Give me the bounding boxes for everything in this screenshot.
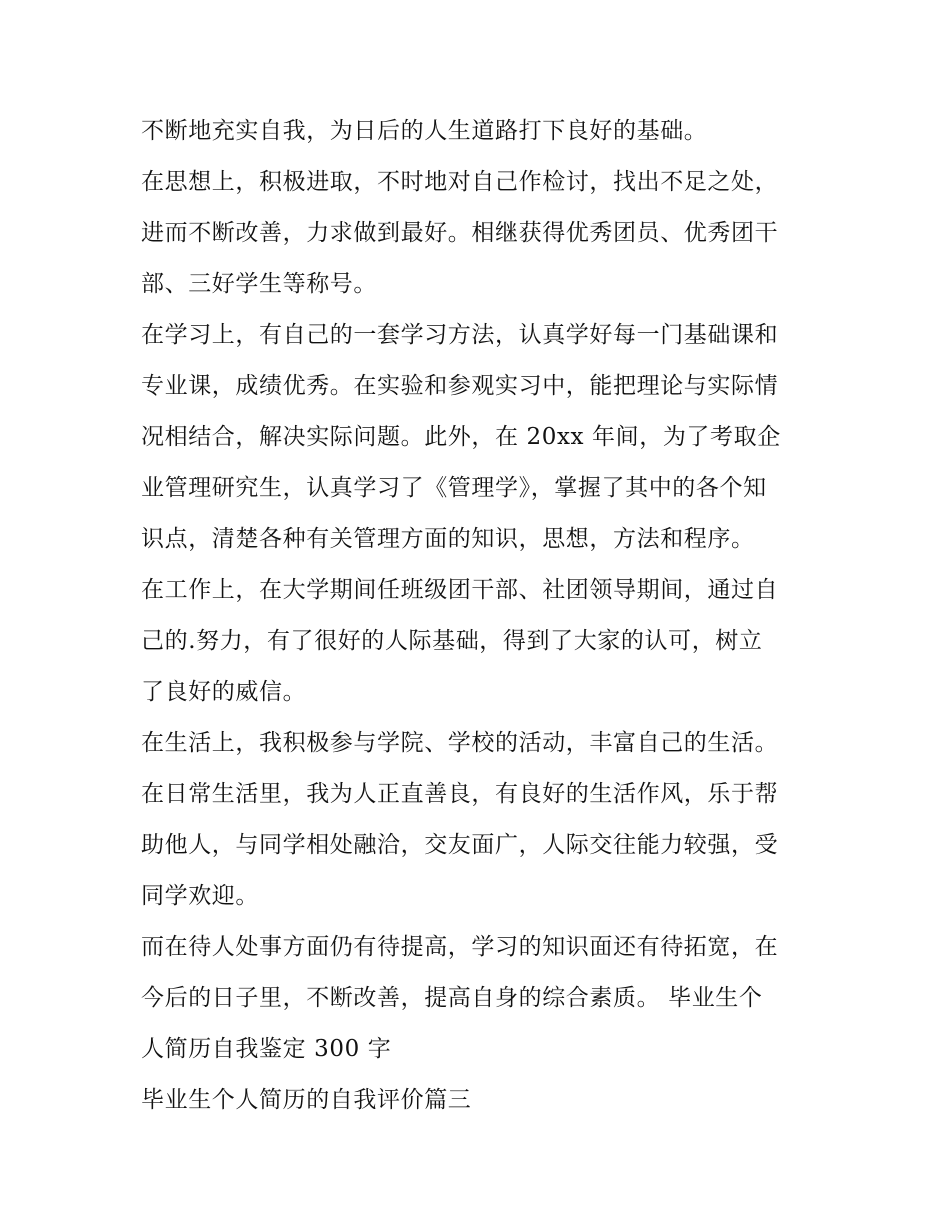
text-line: 在日常生活里，我为人正直善良，有良好的生活作风，乐于帮: [141, 781, 779, 807]
text-line: 业管理研究生，认真学习了《管理学》，掌握了其中的各个知: [141, 475, 767, 501]
text-line: 在生活上，我积极参与学院、学校的活动，丰富自己的生活。: [141, 730, 779, 756]
text-line: 助他人，与同学相处融洽，交友面广，人际交往能力较强，受: [141, 832, 779, 858]
text-line: 况相结合，解决实际问题。此外，在 20xx 年间，为了考取企: [141, 424, 781, 450]
text-line: 己的.努力，有了很好的人际基础，得到了大家的认可，树立: [141, 628, 763, 654]
text-line: 今后的日子里，不断改善，提高自身的综合素质。 毕业生个: [141, 985, 763, 1011]
text-line: 不断地充实自我，为日后的人生道路打下良好的基础。: [141, 118, 708, 144]
text-line: 进而不断改善，力求做到最好。相继获得优秀团员、优秀团干: [141, 220, 779, 246]
text-line: 部、三好学生等称号。: [141, 271, 377, 297]
text-line: 而在待人处事方面仍有待提高，学习的知识面还有待拓宽，在: [141, 934, 779, 960]
text-line: 在工作上，在大学期间任班级团干部、社团领导期间，通过自: [141, 577, 779, 603]
text-line: 专业课，成绩优秀。在实验和参观实习中，能把理论与实际情: [141, 373, 779, 399]
text-line: 在学习上，有自己的一套学习方法，认真学好每一门基础课和: [141, 322, 779, 348]
document-body: [141, 106, 821, 1126]
text-line: 识点，清楚各种有关管理方面的知识，思想，方法和程序。: [141, 526, 755, 552]
text-line: 了良好的威信。: [141, 679, 307, 705]
section-heading: 毕业生个人简历的自我评价篇三: [141, 1087, 472, 1113]
text-line: 在思想上，积极进取，不时地对自己作检讨，找出不足之处，: [141, 169, 779, 195]
text-line: 人简历自我鉴定 300 字: [141, 1036, 392, 1062]
text-line: 同学欢迎。: [141, 883, 259, 909]
